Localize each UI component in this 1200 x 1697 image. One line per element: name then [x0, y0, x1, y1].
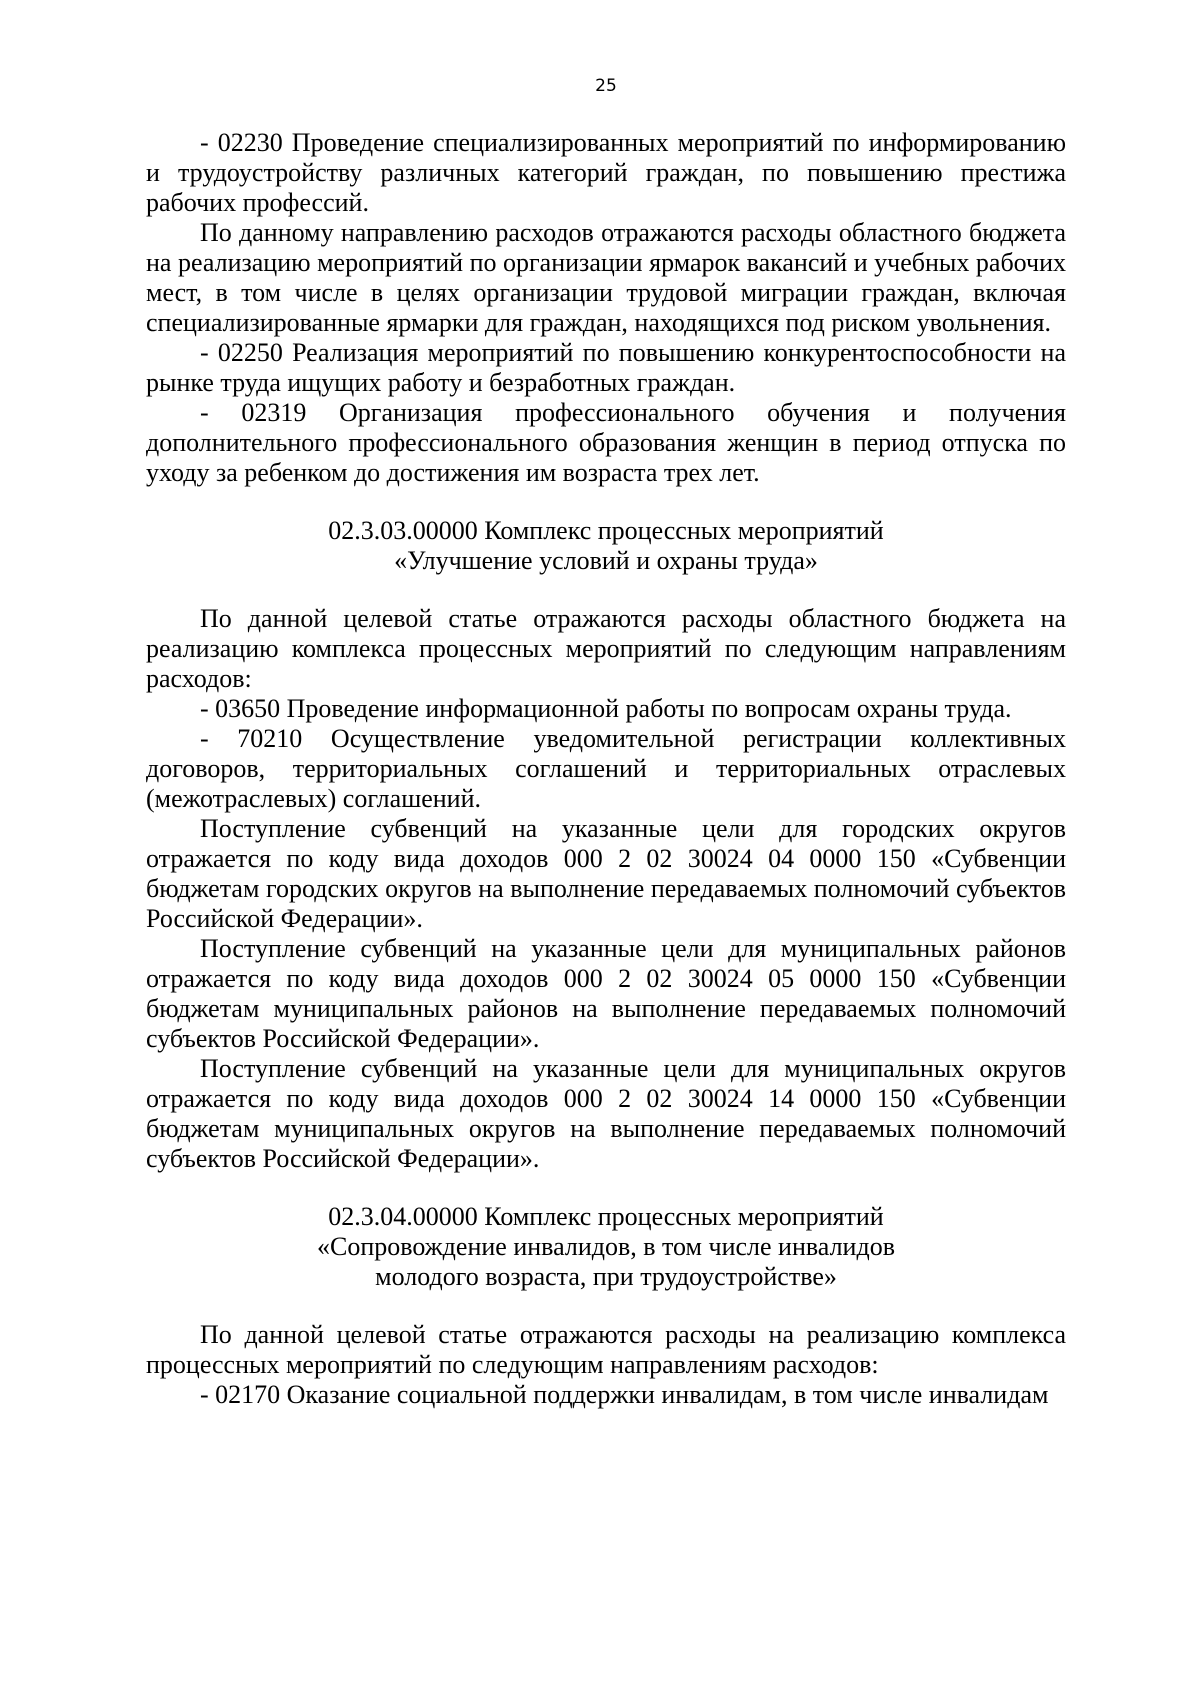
- section-heading-line: молодого возраста, при трудоустройстве»: [375, 1262, 837, 1291]
- paragraph: - 70210 Осуществление уведомительной регистрации коллективных договоров, территориальных соглашений и территориальных отраслевых (межотраслевых) соглашений.: [146, 724, 1066, 813]
- paragraph: Поступление субвенций на указанные цели для муниципальных округов отражается по коду вида доходов 000 2 02 30024 14 0000 150 «Субвенции бюджетам муниципальных округов на выполнение передаваемых полномочий субъектов Российской Федерации».: [146, 1054, 1066, 1173]
- paragraph: По данному направлению расходов отражаются расходы областного бюджета на реализацию мероприятий по организации ярмарок вакансий и учебных рабочих мест, в том числе в целях организации трудовой миграции граждан, включая специализированные ярмарки для граждан, находящихся под риском увольнения.: [146, 218, 1066, 337]
- paragraph: - 03650 Проведение информационной работы по вопросам охраны труда.: [200, 694, 1012, 723]
- paragraph: По данной целевой статье отражаются расходы областного бюджета на реализацию комплекса процессных мероприятий по следующим направлениям расходов:: [146, 604, 1066, 693]
- paragraph: Поступление субвенций на указанные цели для городских округов отражается по коду вида доходов 000 2 02 30024 04 0000 150 «Субвенции бюджетам городских округов на выполнение передаваемых полномочий субъектов Российской Федерации».: [146, 814, 1066, 933]
- section-heading-line: 02.3.03.00000 Комплекс процессных мероприятий: [328, 516, 884, 545]
- section-spacer: [146, 488, 1066, 516]
- paragraph: - 02250 Реализация мероприятий по повышению конкурентоспособности на рынке труда ищущих работу и безработных граждан.: [146, 338, 1066, 397]
- paragraph: - 02319 Организация профессионального обучения и получения дополнительного профессионального образования женщин в период отпуска по уходу за ребенком до достижения им возраста трех лет.: [146, 398, 1066, 487]
- section-heading-line: «Улучшение условий и охраны труда»: [394, 546, 818, 575]
- paragraph: - 02170 Оказание социальной поддержки инвалидам, в том числе инвалидам: [200, 1380, 1049, 1409]
- document-body: [146, 128, 1066, 1410]
- paragraph: Поступление субвенций на указанные цели для муниципальных районов отражается по коду вида доходов 000 2 02 30024 05 0000 150 «Субвенции бюджетам муниципальных районов на выполнение передаваемых полномочий субъектов Российской Федерации».: [146, 934, 1066, 1053]
- section-heading-line: «Сопровождение инвалидов, в том числе инвалидов: [317, 1232, 895, 1261]
- section-spacer: [146, 1292, 1066, 1320]
- paragraph: По данной целевой статье отражаются расходы на реализацию комплекса процессных мероприятий по следующим направлениям расходов:: [146, 1320, 1066, 1379]
- document-page: [146, 0, 1066, 1697]
- section-spacer: [146, 1174, 1066, 1202]
- section-spacer: [146, 576, 1066, 604]
- section-heading-line: 02.3.04.00000 Комплекс процессных мероприятий: [328, 1202, 884, 1231]
- page-number: 25: [595, 76, 617, 96]
- paragraph: - 02230 Проведение специализированных мероприятий по информированию и трудоустройству различных категорий граждан, по повышению престижа рабочих профессий.: [146, 128, 1066, 217]
